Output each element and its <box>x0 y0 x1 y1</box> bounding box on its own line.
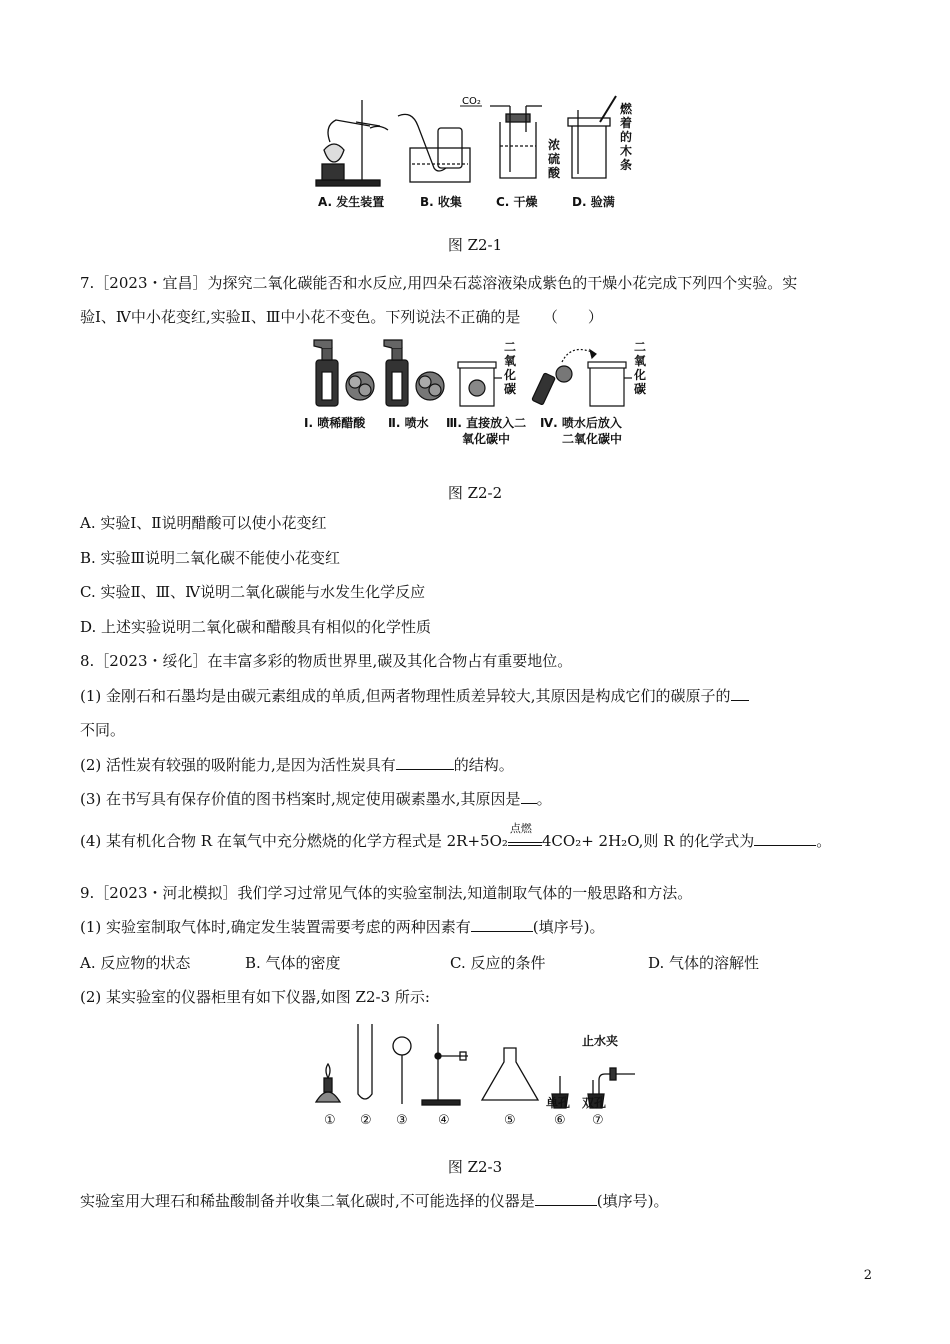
instrument-number-4: ④ <box>438 1113 450 1128</box>
q9-option-a: A. 反应物的状态 <box>80 954 191 972</box>
q7-option-b: B. 实验Ⅲ说明二氧化碳不能使小花变红 <box>80 549 341 567</box>
q8-blank-1[interactable] <box>731 686 749 701</box>
q8-part3 <box>80 788 552 810</box>
instrument-number-5: ⑤ <box>504 1113 516 1128</box>
label-water-clip: 止水夹 <box>582 1034 619 1048</box>
q9-part1-text: (1) 实验室制取气体时,确定发生装置需要考虑的两种因素有 <box>80 918 471 936</box>
q7-option-c: C. 实验Ⅱ、Ⅲ、Ⅳ说明二氧化碳能与水发生化学反应 <box>80 583 426 601</box>
label-exp-2: Ⅱ. 喷水 <box>388 416 429 430</box>
label-exp-3a: Ⅲ. 直接放入二 <box>446 416 527 430</box>
figure-z2-1 <box>310 92 650 212</box>
q8-blank-4[interactable] <box>754 831 816 846</box>
q9-blank-2[interactable] <box>535 1191 597 1206</box>
q9-last-text: 实验室用大理石和稀盐酸制备并收集二氧化碳时,不可能选择的仪器是 <box>80 1192 535 1210</box>
q8-part1-cont: 不同。 <box>80 721 126 739</box>
instrument-number-1: ① <box>324 1113 336 1128</box>
label-exp-1: Ⅰ. 喷稀醋酸 <box>304 416 366 430</box>
co2-jar-label-4: 二氧化碳 <box>634 340 647 396</box>
q9-blank-1[interactable] <box>471 917 533 932</box>
q8-part4-products: 4CO₂+ 2H₂O,则 R 的化学式为 <box>541 832 755 850</box>
reaction-condition: 点燃 <box>509 822 532 835</box>
reaction-arrow <box>508 822 542 846</box>
label-b: B. 收集 <box>420 195 462 209</box>
q7-line2: 验Ⅰ、Ⅳ中小花变红,实验Ⅱ、Ⅲ中小花不变色。下列说法不正确的是 （ ） <box>80 308 603 326</box>
q8-part4-end: 。 <box>816 832 832 850</box>
q8-part4-text: (4) 某有机化合物 R 在氧气中充分燃烧的化学方程式是 2R+5O₂ <box>80 832 508 850</box>
burning-stick-label: 燃着的木条 <box>620 102 633 172</box>
caption-z2-1: 图 Z2-1 <box>447 236 503 254</box>
q9-part1 <box>80 916 605 938</box>
co2-label: CO₂ <box>462 96 481 107</box>
q8-blank-2[interactable] <box>396 755 454 770</box>
label-d: D. 验满 <box>572 195 615 209</box>
label-double-hole: 双孔 <box>582 1096 607 1110</box>
instrument-number-3: ③ <box>396 1113 408 1128</box>
q7-option-d: D. 上述实验说明二氧化碳和醋酸具有相似的化学性质 <box>80 618 432 636</box>
instrument-number-6: ⑥ <box>554 1113 566 1128</box>
label-c: C. 干燥 <box>496 195 538 209</box>
instrument-number-2: ② <box>360 1113 372 1128</box>
instrument-number-7: ⑦ <box>592 1113 604 1128</box>
q8-blank-3[interactable] <box>521 789 537 804</box>
figure-z2-2 <box>300 338 650 448</box>
caption-z2-3: 图 Z2-3 <box>447 1158 503 1176</box>
label-single-hole: 单孔 <box>546 1096 571 1110</box>
figure-z2-3 <box>310 1018 650 1130</box>
q7-option-a: A. 实验Ⅰ、Ⅱ说明醋酸可以使小花变红 <box>80 514 327 532</box>
q9-stem: 9.［2023・河北模拟］我们学习过常见气体的实验室制法,知道制取气体的一般思路和方法。 <box>80 884 693 902</box>
q8-stem: 8.［2023・绥化］在丰富多彩的物质世界里,碳及其化合物占有重要地位。 <box>80 652 573 670</box>
q8-part1-text: (1) 金刚石和石墨均是由碳元素组成的单质,但两者物理性质差异较大,其原因是构成它们的碳原子的 <box>80 687 731 705</box>
q8-part3-end: 。 <box>536 790 552 808</box>
q8-part2-text: (2) 活性炭有较强的吸附能力,是因为活性炭具有 <box>80 756 396 774</box>
q8-part2 <box>80 754 514 776</box>
label-exp-4b: 二氧化碳中 <box>562 432 623 446</box>
label-exp-3b: 氧化碳中 <box>462 432 511 446</box>
q9-last-end: (填序号)。 <box>596 1192 669 1210</box>
q8-part2-end: 的结构。 <box>453 756 514 774</box>
q8-part1 <box>80 685 749 707</box>
q9-option-c: C. 反应的条件 <box>450 954 546 972</box>
label-exp-4a: Ⅳ. 喷水后放入 <box>540 416 622 430</box>
co2-jar-label-3: 二氧化碳 <box>504 340 517 396</box>
q9-last <box>80 1190 669 1212</box>
acid-label: 浓硫酸 <box>548 138 561 180</box>
q9-option-d: D. 气体的溶解性 <box>648 954 760 972</box>
q9-part1-end: (填序号)。 <box>532 918 605 936</box>
caption-z2-2: 图 Z2-2 <box>447 484 503 502</box>
q9-option-b: B. 气体的密度 <box>245 954 341 972</box>
q9-part2: (2) 某实验室的仪器柜里有如下仪器,如图 Z2-3 所示: <box>80 988 430 1006</box>
label-a: A. 发生装置 <box>318 195 385 209</box>
page-number: 2 <box>863 1268 872 1283</box>
q8-part3-text: (3) 在书写具有保存价值的图书档案时,规定使用碳素墨水,其原因是 <box>80 790 521 808</box>
q8-part4 <box>80 822 832 852</box>
q7-line1: 7.［2023・宜昌］为探究二氧化碳能否和水反应,用四朵石蕊溶液染成紫色的干燥小花完成下列四个实验。实 <box>80 274 798 292</box>
